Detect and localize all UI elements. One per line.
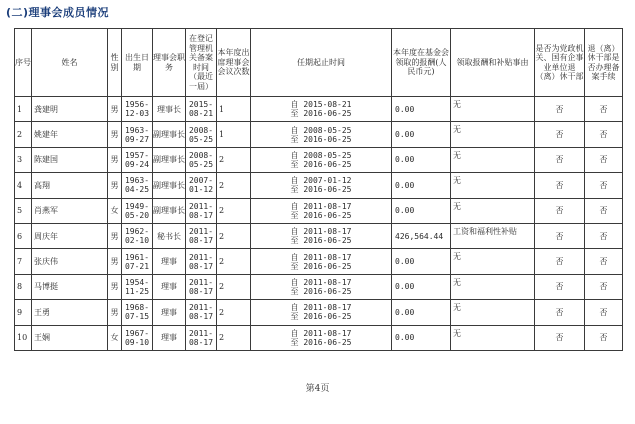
cell-meetings: 2 (217, 274, 251, 299)
cell-reg-time-part: 2008- (188, 150, 214, 160)
term-to: 至 2016-06-25 (290, 312, 352, 322)
cell-reg-time (186, 325, 217, 350)
cell-reg-time-part: 2011- (188, 303, 214, 313)
board-members-table (14, 28, 623, 351)
cell-role: 理事 (153, 300, 186, 325)
cell-remuneration: 426,564.44 (392, 223, 451, 248)
header-term: 任期起止时间 (251, 29, 392, 97)
cell-reg-time-part: 01-12 (188, 185, 214, 195)
term-to: 至 2016-06-25 (290, 337, 352, 347)
cell-remuneration: 0.00 (392, 97, 451, 122)
cell-allowance: 无 (451, 122, 535, 147)
cell-reg-time (186, 97, 217, 122)
header-reg-time: 在登记管理机关备案时间（最近一屆） (186, 29, 217, 97)
cell-name: 肖燕军 (32, 198, 108, 223)
cell-official: 否 (535, 274, 585, 299)
cell-gender: 男 (108, 122, 122, 147)
cell-meetings: 1 (217, 97, 251, 122)
cell-term (251, 249, 392, 274)
cell-gender: 男 (108, 223, 122, 248)
cell-gender: 男 (108, 249, 122, 274)
cell-birth-part: 09-27 (124, 134, 150, 144)
header-birth: 出生日期 (122, 29, 153, 97)
cell-birth-part: 1957- (124, 150, 150, 160)
cell-seq: 4 (15, 173, 32, 198)
term-from: 自 2007-01-12 (290, 176, 352, 186)
term-to: 至 2016-06-25 (290, 210, 352, 220)
cell-seq: 10 (15, 325, 32, 350)
cell-term (251, 97, 392, 122)
cell-name: 张庆伟 (32, 249, 108, 274)
cell-gender: 男 (108, 173, 122, 198)
cell-role: 理事 (153, 274, 186, 299)
cell-seq: 8 (15, 274, 32, 299)
cell-allowance: 无 (451, 147, 535, 172)
cell-role: 理事长 (153, 97, 186, 122)
term-from: 自 2011-08-17 (290, 201, 352, 211)
cell-birth (122, 147, 153, 172)
term-from: 自 2011-08-17 (290, 277, 352, 287)
cell-name: 周庆年 (32, 223, 108, 248)
term-from: 自 2011-08-17 (290, 227, 352, 237)
cell-meetings: 1 (217, 122, 251, 147)
cell-term (251, 300, 392, 325)
cell-remuneration: 0.00 (392, 147, 451, 172)
cell-birth-part: 07-15 (124, 312, 150, 322)
cell-retired-filing: 否 (585, 173, 623, 198)
cell-meetings: 2 (217, 198, 251, 223)
cell-allowance: 无 (451, 198, 535, 223)
cell-birth-part: 1963- (124, 125, 150, 135)
cell-reg-time (186, 147, 217, 172)
term-from: 自 2008-05-25 (290, 150, 352, 160)
cell-allowance: 无 (451, 173, 535, 198)
cell-term (251, 325, 392, 350)
cell-allowance: 无 (451, 97, 535, 122)
cell-meetings: 2 (217, 325, 251, 350)
cell-birth-part: 07-21 (124, 261, 150, 271)
cell-birth (122, 173, 153, 198)
cell-role: 副理事长 (153, 147, 186, 172)
cell-allowance: 无 (451, 249, 535, 274)
cell-gender: 女 (108, 325, 122, 350)
header-allowance: 领取报酬和补贴事由 (451, 29, 535, 97)
table-row (15, 223, 623, 248)
cell-official: 否 (535, 300, 585, 325)
cell-reg-time-part: 05-25 (188, 134, 214, 144)
cell-meetings: 2 (217, 249, 251, 274)
cell-term (251, 122, 392, 147)
cell-term (251, 147, 392, 172)
section-title: (二)理事会成员情况 (6, 6, 110, 19)
cell-allowance: 无 (451, 274, 535, 299)
cell-reg-time-part: 08-17 (188, 312, 214, 322)
cell-reg-time-part: 08-17 (188, 261, 214, 271)
cell-retired-filing: 否 (585, 147, 623, 172)
cell-birth (122, 198, 153, 223)
cell-gender: 男 (108, 147, 122, 172)
cell-role: 秘书长 (153, 223, 186, 248)
table-row (15, 274, 623, 299)
cell-seq: 3 (15, 147, 32, 172)
cell-reg-time-part: 05-25 (188, 159, 214, 169)
cell-birth-part: 1963- (124, 176, 150, 186)
term-to: 至 2016-06-25 (290, 109, 352, 119)
term-to: 至 2016-06-25 (290, 286, 352, 296)
cell-name: 马博挺 (32, 274, 108, 299)
cell-meetings: 2 (217, 300, 251, 325)
cell-retired-filing: 否 (585, 274, 623, 299)
cell-official: 否 (535, 97, 585, 122)
cell-reg-time (186, 300, 217, 325)
term-to: 至 2016-06-25 (290, 236, 352, 246)
cell-meetings: 2 (217, 223, 251, 248)
cell-reg-time-part: 2015- (188, 100, 214, 110)
cell-remuneration: 0.00 (392, 325, 451, 350)
cell-official: 否 (535, 198, 585, 223)
term-from: 自 2011-08-17 (290, 328, 352, 338)
header-name: 姓名 (32, 29, 108, 97)
cell-reg-time-part: 08-17 (188, 337, 214, 347)
cell-birth-part: 11-25 (124, 286, 150, 296)
cell-retired-filing: 否 (585, 325, 623, 350)
cell-allowance: 无 (451, 300, 535, 325)
cell-seq: 6 (15, 223, 32, 248)
table-row (15, 325, 623, 350)
cell-birth (122, 122, 153, 147)
header-role: 理事会职务 (153, 29, 186, 97)
cell-retired-filing: 否 (585, 249, 623, 274)
cell-name: 王勇 (32, 300, 108, 325)
cell-birth (122, 274, 153, 299)
cell-birth-part: 1961- (124, 252, 150, 262)
cell-seq: 9 (15, 300, 32, 325)
cell-birth-part: 1954- (124, 277, 150, 287)
cell-official: 否 (535, 173, 585, 198)
cell-official: 否 (535, 325, 585, 350)
cell-birth-part: 1962- (124, 227, 150, 237)
cell-birth-part: 12-03 (124, 109, 150, 119)
cell-reg-time (186, 122, 217, 147)
cell-retired-filing: 否 (585, 97, 623, 122)
table-header-row (15, 29, 623, 97)
cell-birth-part: 02-10 (124, 236, 150, 246)
cell-retired-filing: 否 (585, 223, 623, 248)
cell-reg-time (186, 198, 217, 223)
cell-remuneration: 0.00 (392, 173, 451, 198)
cell-remuneration: 0.00 (392, 122, 451, 147)
term-from: 自 2011-08-17 (290, 303, 352, 313)
cell-term (251, 223, 392, 248)
header-retired-filing: 退（离）休干部是否办理备案手续 (585, 29, 623, 97)
cell-role: 理事 (153, 325, 186, 350)
cell-meetings: 2 (217, 173, 251, 198)
cell-meetings: 2 (217, 147, 251, 172)
term-to: 至 2016-06-25 (290, 185, 352, 195)
cell-reg-time (186, 274, 217, 299)
cell-reg-time-part: 08-17 (188, 236, 214, 246)
table-row (15, 173, 623, 198)
cell-retired-filing: 否 (585, 300, 623, 325)
header-official: 是否为党政机关、国有企事业单位退（离）休干部 (535, 29, 585, 97)
cell-birth-part: 1949- (124, 201, 150, 211)
cell-name: 王娴 (32, 325, 108, 350)
header-remuneration: 本年度在基金会领取的报酬(人民币元) (392, 29, 451, 97)
cell-role: 理事 (153, 249, 186, 274)
cell-gender: 男 (108, 300, 122, 325)
cell-birth (122, 249, 153, 274)
cell-birth-part: 04-25 (124, 185, 150, 195)
table-row (15, 97, 623, 122)
cell-allowance: 工资和福利性补贴 (451, 223, 535, 248)
table-row (15, 249, 623, 274)
cell-name: 高翔 (32, 173, 108, 198)
cell-retired-filing: 否 (585, 122, 623, 147)
cell-name: 姚建年 (32, 122, 108, 147)
cell-official: 否 (535, 147, 585, 172)
cell-birth-part: 1956- (124, 100, 150, 110)
cell-remuneration: 0.00 (392, 249, 451, 274)
cell-remuneration: 0.00 (392, 300, 451, 325)
cell-remuneration: 0.00 (392, 198, 451, 223)
cell-remuneration: 0.00 (392, 274, 451, 299)
cell-birth (122, 223, 153, 248)
cell-official: 否 (535, 122, 585, 147)
term-from: 自 2011-08-17 (290, 252, 352, 262)
cell-role: 副理事长 (153, 198, 186, 223)
cell-reg-time-part: 08-21 (188, 109, 214, 119)
cell-reg-time (186, 173, 217, 198)
table-row (15, 198, 623, 223)
term-to: 至 2016-06-25 (290, 159, 352, 169)
cell-birth-part: 05-20 (124, 210, 150, 220)
cell-reg-time-part: 2011- (188, 252, 214, 262)
cell-official: 否 (535, 223, 585, 248)
cell-reg-time-part: 2008- (188, 125, 214, 135)
cell-retired-filing: 否 (585, 198, 623, 223)
term-from: 自 2015-08-21 (290, 100, 352, 110)
cell-birth-part: 1968- (124, 303, 150, 313)
cell-seq: 2 (15, 122, 32, 147)
cell-seq: 5 (15, 198, 32, 223)
cell-reg-time-part: 2011- (188, 277, 214, 287)
cell-reg-time (186, 249, 217, 274)
cell-reg-time-part: 08-17 (188, 210, 214, 220)
cell-term (251, 173, 392, 198)
cell-official: 否 (535, 249, 585, 274)
cell-role: 副理事长 (153, 122, 186, 147)
cell-reg-time-part: 08-17 (188, 286, 214, 296)
cell-gender: 男 (108, 97, 122, 122)
cell-name: 龚建明 (32, 97, 108, 122)
cell-reg-time (186, 223, 217, 248)
cell-term (251, 274, 392, 299)
header-seq: 序号 (15, 29, 32, 97)
term-from: 自 2008-05-25 (290, 125, 352, 135)
cell-reg-time-part: 2011- (188, 201, 214, 211)
cell-birth-part: 1967- (124, 328, 150, 338)
table-row (15, 147, 623, 172)
cell-role: 副理事长 (153, 173, 186, 198)
header-meetings: 本年度出席理事会会议次数 (217, 29, 251, 97)
table-row (15, 122, 623, 147)
cell-allowance: 无 (451, 325, 535, 350)
cell-gender: 女 (108, 198, 122, 223)
header-gender: 性别 (108, 29, 122, 97)
cell-birth-part: 09-24 (124, 159, 150, 169)
cell-seq: 7 (15, 249, 32, 274)
cell-name: 陈建国 (32, 147, 108, 172)
table-row (15, 300, 623, 325)
cell-reg-time-part: 2007- (188, 176, 214, 186)
cell-term (251, 198, 392, 223)
cell-seq: 1 (15, 97, 32, 122)
cell-birth-part: 09-10 (124, 337, 150, 347)
cell-birth (122, 300, 153, 325)
term-to: 至 2016-06-25 (290, 261, 352, 271)
term-to: 至 2016-06-25 (290, 134, 352, 144)
cell-reg-time-part: 2011- (188, 328, 214, 338)
cell-birth (122, 325, 153, 350)
cell-birth (122, 97, 153, 122)
cell-gender: 男 (108, 274, 122, 299)
cell-reg-time-part: 2011- (188, 227, 214, 237)
page-number: 第4页 (305, 384, 330, 394)
